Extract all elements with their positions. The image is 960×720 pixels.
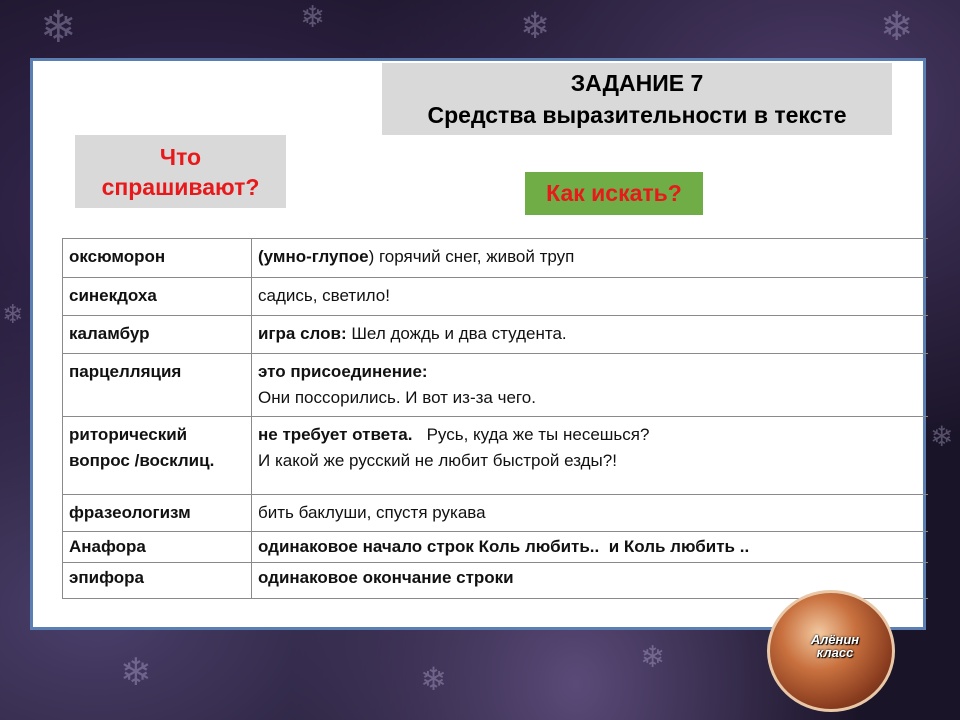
term-cell: фразеологизм — [63, 495, 252, 532]
term-cell: Анафора — [63, 532, 252, 563]
devices-table — [62, 238, 928, 599]
table-row — [63, 239, 929, 278]
table-row — [63, 417, 929, 495]
example-cell: не требует ответа. Русь, куда же ты несешься? И какой же русский не любит быстрой езды?! — [252, 417, 929, 495]
example-cell: (умно-глупое) горячий снег, живой труп — [252, 239, 929, 278]
snowflake-decoration: ❄ — [40, 2, 77, 53]
task-title — [382, 63, 892, 135]
snowflake-decoration: ❄ — [880, 4, 914, 50]
table-row — [63, 495, 929, 532]
what-is-asked-label: Что спрашивают? — [75, 135, 286, 208]
task-subtitle: Средства выразительности в тексте — [427, 102, 847, 128]
how-to-find-label: Как искать? — [525, 172, 703, 215]
term-cell: эпифора — [63, 563, 252, 599]
term-cell: парцелляция — [63, 354, 252, 417]
task-number: ЗАДАНИЕ 7 — [570, 70, 704, 96]
snowflake-decoration: ❄ — [640, 640, 666, 675]
term-cell: оксюморон — [63, 239, 252, 278]
snowflake-decoration: ❄ — [520, 6, 551, 47]
table-row — [63, 532, 929, 563]
example-cell: это присоединение: Они поссорились. И вот из-за чего. — [252, 354, 929, 417]
example-cell: одинаковое окончание строки — [252, 563, 929, 599]
snowflake-decoration: ❄ — [300, 0, 326, 35]
example-cell: одинаковое начало строк Коль любить.. и Коль любить .. — [252, 532, 929, 563]
channel-logo: Алёнин класс — [767, 590, 895, 712]
snowflake-decoration: ❄ — [420, 660, 447, 698]
table-row — [63, 278, 929, 316]
term-cell: риторический вопрос /восклиц. — [63, 417, 252, 495]
snowflake-decoration: ❄ — [2, 300, 24, 330]
snowflake-decoration: ❄ — [120, 650, 152, 694]
example-cell: игра слов: Шел дождь и два студента. — [252, 316, 929, 354]
example-cell: бить баклуши, спустя рукава — [252, 495, 929, 532]
snowflake-decoration: ❄ — [930, 420, 954, 453]
term-cell: синекдоха — [63, 278, 252, 316]
table-row — [63, 316, 929, 354]
table-row — [63, 354, 929, 417]
table-row — [63, 563, 929, 599]
example-cell: садись, светило! — [252, 278, 929, 316]
term-cell: каламбур — [63, 316, 252, 354]
